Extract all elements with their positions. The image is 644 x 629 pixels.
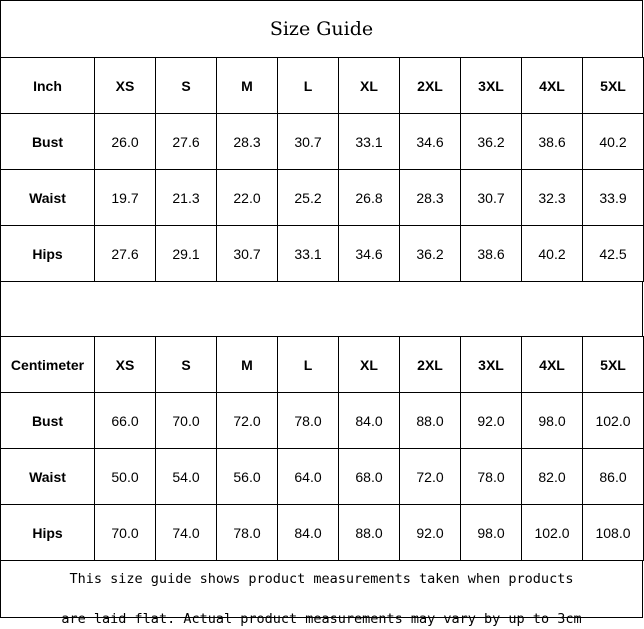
measurement-value: 72.0: [217, 393, 278, 449]
measurement-label-bust: Bust: [1, 114, 95, 170]
size-header-m: M: [217, 58, 278, 114]
table-row: [1, 449, 644, 505]
measurement-value: 27.6: [95, 226, 156, 282]
size-header-2xl: 2XL: [400, 337, 461, 393]
measurement-value: 78.0: [278, 393, 339, 449]
size-header-s: S: [156, 337, 217, 393]
size-header-m: M: [217, 337, 278, 393]
measurement-value: 25.2: [278, 170, 339, 226]
note-line-1: This size guide shows product measurements taken when products: [69, 571, 574, 587]
measurement-value: 78.0: [461, 449, 522, 505]
measurement-value: 68.0: [339, 449, 400, 505]
measurement-value: 74.0: [156, 505, 217, 561]
measurement-value: 30.7: [278, 114, 339, 170]
size-header-xs: XS: [95, 58, 156, 114]
measurement-value: 30.7: [461, 170, 522, 226]
unit-label: Inch: [1, 58, 95, 114]
inch-size-table: [0, 57, 644, 282]
table-spacer: [0, 281, 643, 337]
measurement-value: 28.3: [400, 170, 461, 226]
size-header-xl: XL: [339, 58, 400, 114]
unit-label: Centimeter: [1, 337, 95, 393]
measurement-value: 38.6: [522, 114, 583, 170]
size-header-s: S: [156, 58, 217, 114]
size-header-3xl: 3XL: [461, 337, 522, 393]
measurement-value: 64.0: [278, 449, 339, 505]
size-header-xs: XS: [95, 337, 156, 393]
measurement-value: 19.7: [95, 170, 156, 226]
measurement-note: [0, 561, 643, 627]
size-header-5xl: 5XL: [583, 58, 644, 114]
size-guide-title: Size Guide: [0, 0, 643, 57]
measurement-value: 102.0: [583, 393, 644, 449]
measurement-value: 30.7: [217, 226, 278, 282]
measurement-value: 29.1: [156, 226, 217, 282]
size-header-4xl: 4XL: [522, 58, 583, 114]
table-row: [1, 226, 644, 282]
measurement-value: 102.0: [522, 505, 583, 561]
size-header-xl: XL: [339, 337, 400, 393]
note-line-2: are laid flat. Actual product measurements may vary by up to 3cm: [61, 611, 582, 627]
measurement-value: 32.3: [522, 170, 583, 226]
measurement-value: 70.0: [156, 393, 217, 449]
measurement-label-waist: Waist: [1, 449, 95, 505]
measurement-value: 88.0: [400, 393, 461, 449]
measurement-value: 40.2: [522, 226, 583, 282]
measurement-value: 28.3: [217, 114, 278, 170]
size-header-l: L: [278, 58, 339, 114]
measurement-value: 26.0: [95, 114, 156, 170]
measurement-value: 50.0: [95, 449, 156, 505]
measurement-value: 84.0: [339, 393, 400, 449]
measurement-value: 54.0: [156, 449, 217, 505]
measurement-value: 22.0: [217, 170, 278, 226]
table-header-row: [1, 58, 644, 114]
size-header-4xl: 4XL: [522, 337, 583, 393]
measurement-value: 27.6: [156, 114, 217, 170]
measurement-value: 84.0: [278, 505, 339, 561]
measurement-value: 108.0: [583, 505, 644, 561]
measurement-value: 38.6: [461, 226, 522, 282]
measurement-value: 21.3: [156, 170, 217, 226]
measurement-value: 98.0: [522, 393, 583, 449]
measurement-value: 33.1: [339, 114, 400, 170]
measurement-value: 36.2: [461, 114, 522, 170]
measurement-value: 92.0: [461, 393, 522, 449]
table-row: [1, 393, 644, 449]
measurement-value: 36.2: [400, 226, 461, 282]
measurement-value: 34.6: [339, 226, 400, 282]
measurement-label-bust: Bust: [1, 393, 95, 449]
table-header-row: [1, 337, 644, 393]
measurement-value: 34.6: [400, 114, 461, 170]
measurement-value: 82.0: [522, 449, 583, 505]
measurement-value: 33.1: [278, 226, 339, 282]
table-row: [1, 170, 644, 226]
measurement-value: 66.0: [95, 393, 156, 449]
size-header-5xl: 5XL: [583, 337, 644, 393]
measurement-value: 72.0: [400, 449, 461, 505]
measurement-label-waist: Waist: [1, 170, 95, 226]
size-header-l: L: [278, 337, 339, 393]
measurement-label-hips: Hips: [1, 226, 95, 282]
table-row: [1, 114, 644, 170]
measurement-value: 88.0: [339, 505, 400, 561]
measurement-value: 33.9: [583, 170, 644, 226]
measurement-value: 26.8: [339, 170, 400, 226]
measurement-value: 70.0: [95, 505, 156, 561]
size-header-2xl: 2XL: [400, 58, 461, 114]
centimeter-size-table: [0, 336, 644, 561]
measurement-value: 92.0: [400, 505, 461, 561]
measurement-value: 40.2: [583, 114, 644, 170]
measurement-value: 56.0: [217, 449, 278, 505]
measurement-value: 78.0: [217, 505, 278, 561]
measurement-value: 98.0: [461, 505, 522, 561]
measurement-value: 86.0: [583, 449, 644, 505]
measurement-value: 42.5: [583, 226, 644, 282]
measurement-label-hips: Hips: [1, 505, 95, 561]
size-header-3xl: 3XL: [461, 58, 522, 114]
